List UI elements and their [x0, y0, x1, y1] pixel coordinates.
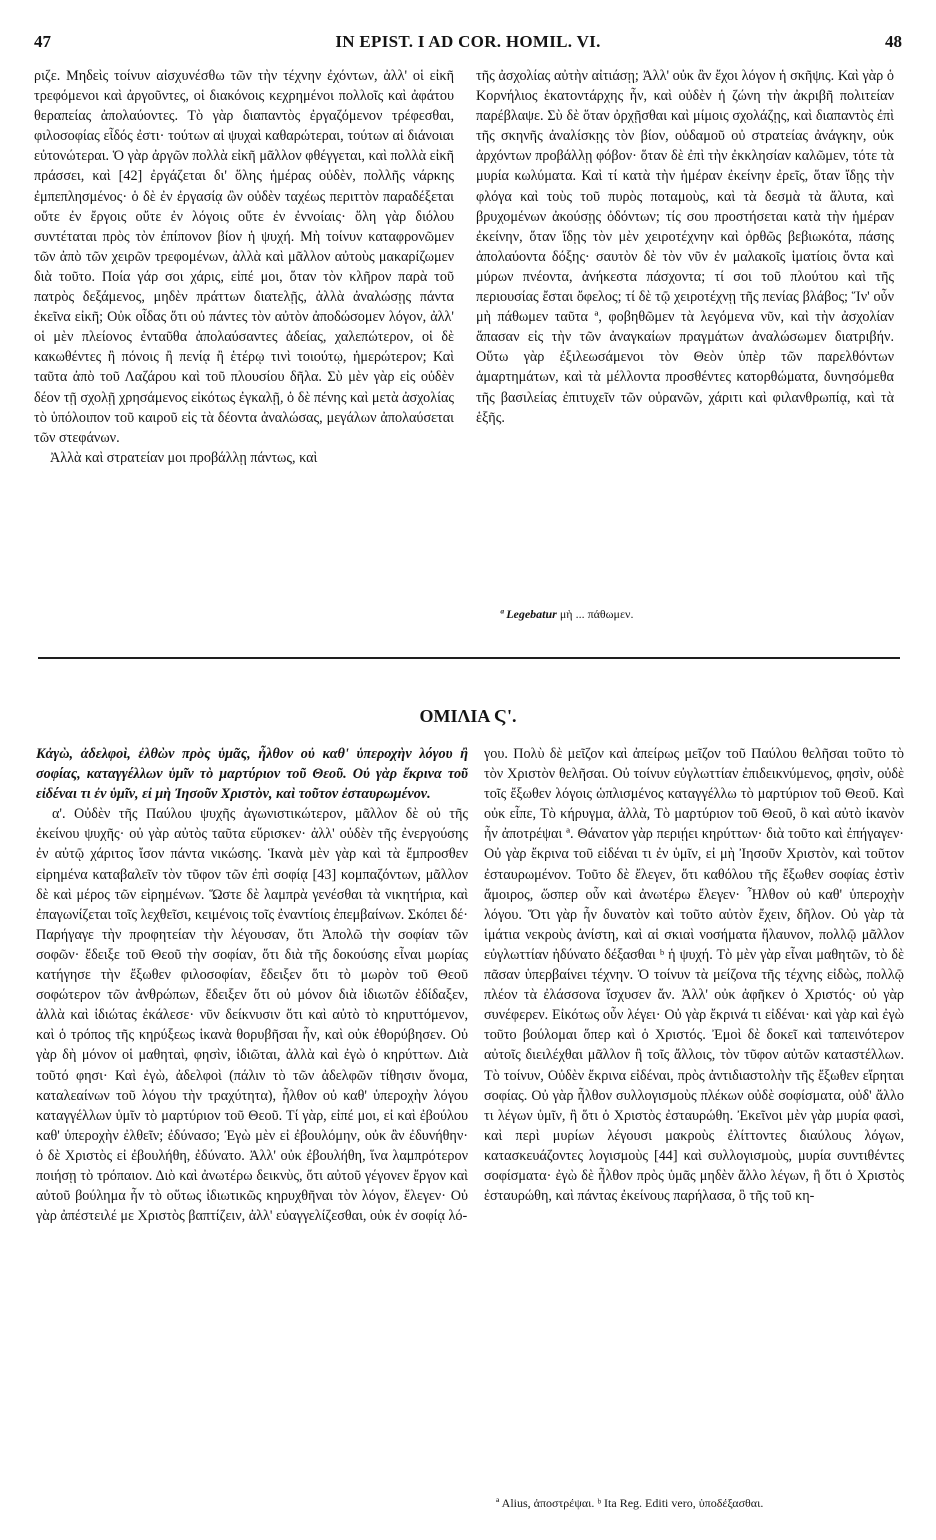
- section-divider: [38, 657, 900, 659]
- footnote-top: [500, 607, 633, 622]
- footnote-bottom: ª Alius, ἀποστρέψαι. ᵇ Ita Reg. Editi vero, ὑποδέξασθαι.: [496, 1496, 764, 1510]
- bottom-left-column: [36, 744, 468, 1492]
- bottom-right-column: [484, 744, 904, 1452]
- paragraph: Ἀλλὰ καὶ στρατείαν μοι προβάλλῃ πάντως, καὶ: [50, 449, 318, 466]
- footnote-label: ª Legebatur: [500, 607, 557, 621]
- left-page-number: 47: [34, 32, 51, 51]
- scripture-passage: Κἀγὼ, ἀδελφοὶ, ἐλθὼν πρὸς ὑμᾶς, ἦλθον οὐ καθ' ὑπεροχὴν λόγου ἢ σοφίας, καταγγέλλων ὑμῖν τὸ μαρτύριον τοῦ Θεοῦ. Οὐ γὰρ ἔκρινα τοῦ εἰδέναι τι ἐν ὑμῖν, εἰ μὴ Ἰησοῦν Χριστὸν, καὶ τοῦτον ἐσταυρωμένον.: [36, 746, 468, 803]
- footnote-text: μὴ ... πάθωμεν.: [556, 607, 634, 621]
- top-right-column: [476, 66, 894, 596]
- running-header: [34, 32, 902, 54]
- paragraph: τῆς ἀσχολίας αὐτὴν αἰτιάσῃ; Ἀλλ' οὐκ ἂν ἔχοι λόγον ἡ σκῆψις. Καὶ γὰρ ὁ Κορνήλιος ἑκατοντάρχης ἦν, καὶ οὐδὲν ἡ ζώνη τὴν ἀκριβῆ πολιτείαν παρέβλαψε. Σὺ δὲ ὅταν ὀρχῇσθαι καὶ μίμοις σχολάζῃς, καὶ διαπαντὸς ἐπὶ τῆς σκηνῆς ἀναλίσκῃς τὸν βίον, οὐδαμοῦ οὐ στρατείας ἀνάγκην, οὐκ ἀρχόντων προβάλλῃ φόβον· ὅταν δὲ ἐπὶ τὴν ἐκκλησίαν καλῶμεν, τότε τὰ μυρία κωλύματα. Καὶ τί κατὰ τὴν ἡμέραν ἐκείνην ἐρεῖς, ὅταν ἴδῃς τὴν φλόγα καὶ τοὺς τοῦ πυρὸς ποταμοὺς, καὶ τὰ δεσμὰ τὰ ἄλυτα, καὶ βρυχομένων ἀκούσῃς ὀδόντων; τίς σου προστήσεται κατὰ τὴν ἡμέραν ἐκείνην, ὅταν ἴδῃς τὸν μὲν χειροτέχνην καὶ ὀρθῶς βεβιωκότα, πάσης ἀπολαύοντα δόξης· σαυτὸν δὲ τὸν νῦν ἐν μαλακοῖς ἱματίοις ὄντα καὶ μύρων πνέοντα, ἀνήκεστα πάσχοντα; τί σοι τοῦ πλούτου καὶ τῆς περιουσίας ἔσται ὄφελος; τί δὲ τῷ χειροτέχνῃ τῆς πενίας βλάβος; Ἵν' οὖν μὴ πάθωμεν ταῦτα ª, φοβηθῶμεν τὰ λεγόμενα νῦν, καὶ τὴν ἀσχολίαν ἅπασαν εἰς τὴν τῶν ἀναγκαίων πραγμάτων ἀναλώσωμεν διατριβήν. Οὕτω γὰρ ἐξιλεωσάμενοι τὸν Θεὸν ὑπὲρ τῶν παρελθόντων ἁμαρτημάτων, καὶ τὰ μέλλοντα προσθέντες κατορθώματα, δυνησόμεθα τῆς βασιλείας ἐπιτυχεῖν τῶν οὐρανῶν, χάριτι καὶ φιλανθρωπίᾳ, καὶ τὰ ἑξῆς.: [476, 68, 894, 426]
- top-left-column: [34, 66, 454, 638]
- paragraph: α'. Οὐδὲν τῆς Παύλου ψυχῆς ἀγωνιστικώτερον, μᾶλλον δὲ οὐ τῆς ἐκείνου ψυχῆς· οὐ γὰρ αὐτὸς ταῦτα εὕρισκεν· ἀλλ' οὐδὲν τῆς ἐνεργούσης ἐν αὐτῷ χάριτος ἴσον πάντα νικώσης. Ἱκανὰ μὲν γὰρ καὶ τὰ ἔμπροσθεν εἰρημένα καταβαλεῖν τὸν τῦφον τῶν ἐπὶ σοφίᾳ [43] κομπαζόντων, μᾶλλον δὲ καὶ μέρος τῶν εἰρημένων. Ὥστε δὲ λαμπρὰ γενέσθαι τὰ νικητήρια, καὶ ἐπαγωνίζεται τοῖς λεχθεῖσι, κειμένοις τοῖς ἐναντίοις ἐπεμβαίνων. Σκόπει δέ· Παρήγαγε τὴν προφητείαν τὴν λέγουσαν, ὅτι Ἀπολῶ τὴν σοφίαν τῶν σοφῶν· ἔδειξε τοῦ Θεοῦ τὴν σοφίαν, ὅτι διὰ τῆς δοκούσης εἶναι μωρίας κατήγησε τὴν ἔξωθεν φιλοσοφίαν, ἔδειξεν ὅτι τὸ μωρὸν τοῦ Θεοῦ σοφώτερον τῶν ἀνθρώπων, ἔδειξεν ὅτι οὐ μόνον διὰ ἰδιωτῶν ἐδίδαξεν, ἀλλὰ καὶ ἰδιώτας ἐκάλεσε· νῦν δείκνυσιν ὅτι καὶ αὐτὸ τὸ κηρυττόμενον, καὶ ὁ τρόπος τῆς κηρύξεως ἱκανὰ θορυβῆσαι ἦν, καὶ οὐκ ἐθορύβησεν. Οὐ γὰρ δὴ μόνον οἱ μαθηταὶ, φησὶν, ἰδιῶται, ἀλλὰ καὶ ἐγὼ ὁ κηρύττων. Διὰ τοῦτό φησι· Καὶ ἐγὼ, ἀδελφοὶ (πάλιν τὸ τῶν ἀδελφῶν τίθησιν ὄνομα, καταλεαίνων τοῦ λόγου τὴν τραχύτητα), ἦλθον οὐ καθ' ὑπεροχὴν λόγου καταγγέλλων ὑμῖν τὸ μαρτύριον τοῦ Θεοῦ. Τί γὰρ, εἰπέ μοι, εἰ καὶ ἐβούλου καθ' ὑπεροχὴν ἐλθεῖν; ἐδύνασο; Ἐγὼ μὲν εἰ ἐβουλόμην, οὐκ ἂν ἐδυνήθην· ὁ δὲ Χριστὸς εἰ ἐβουλήθη, ἐδύνατο. Ἀλλ' οὐκ ἐβουλήθη, ἵνα λαμπρότερον ποιήσῃ τὸ τρόπαιον. Διὸ καὶ ἀνωτέρω δεικνὺς, ὅτι αὐτοῦ γέγονεν ἔργον καὶ αὐτοῦ βούλημα ἦν τὸ οὕτως ἰδιωτικῶς κηρυχθῆναι τὸν λόγον, ἔλεγεν· Οὐ γὰρ ἀπέστειλέ με Χριστὸς βαπτίζειν, ἀλλ' εὐαγγελίζεσθαι, οὐκ ἐν σοφίᾳ λό-: [36, 806, 468, 1225]
- paragraph: γου. Πολὺ δὲ μεῖζον καὶ ἀπείρως μεῖζον τοῦ Παύλου θελῆσαι τοῦτο τὸ τὸν Χριστὸν θελῆσαι. Οὐ τοίνυν εὐγλωττίαν ἐπιδεικνύμενος, φησὶν, οὐδὲ τοῖς ἔξωθεν λόγοις ὡπλισμένος καταγγέλλω τὸ μαρτύριον τοῦ Θεοῦ. Καὶ οὐκ εἶπε, Τὸ κήρυγμα, ἀλλὰ, Τὸ μαρτύριον τοῦ Θεοῦ, ὃ καὶ αὐτὸ ἱκανὸν ἦν ἀποτρέψαι ª. Θάνατον γὰρ περιῄει κηρύττων· διὰ τοῦτο καὶ ἐπήγαγεν· Οὐ γὰρ ἔκρινα τοῦ εἰδέναι τι ἐν ὑμῖν, εἰ μὴ Ἰησοῦν Χριστὸν, καὶ τοῦτον ἐσταυρωμένον. Τοῦτο δὲ ἔλεγεν, ὅτι καθόλου τῆς ἔξωθεν σοφίας ἐστὶν ἄμοιρος, ὥσπερ οὖν καὶ ἀνωτέρω ἔλεγεν· Ἦλθον οὐ καθ' ὑπεροχὴν λόγου. Ὅτι γὰρ ἦν δυνατὸν καὶ τοῦτο αὐτὸν ἔχειν, δῆλον. Οὐ γὰρ τὰ ἱμάτια νεκροὺς ἀνίστη, καὶ αἱ σκιαὶ νοσήματα ἤλαυνον, πολλῷ μᾶλλον εὐγλωττίαν ἠδύνατο δέξασθαι ᵇ ἡ ψυχή. Τὸ μὲν γὰρ εἶναι μαθητῶν, τὸ δὲ πᾶσαν ὑπερβαίνει τέχνην. Ὁ τοίνυν τὰ μείζονα τῆς τέχνης εἰδὼς, πολλῷ πλέον τὰ ἐλάσσονα ἴσχυσεν ἄν. Ἀλλ' οὐκ ἀφῆκεν ὁ Χριστός· οὐ γὰρ συνέφερεν. Εἰκότως οὖν λέγει· Οὐ γὰρ ἔκρινά τι εἰδέναι· καὶ γὰρ καὶ ἐγὼ τοῦτο βούλομαι ὅπερ καὶ ὁ Χριστός. Ἐμοὶ δὲ δοκεῖ καὶ ταπεινότερον αὐτοῖς διειλέχθαι μᾶλλον ἢ τοῖς ἄλλοις, τὸν τῦφον αὐτῶν καταστέλλων. Τὸ τοίνυν, Οὐδὲν ἔκρινα εἰδέναι, πρὸς ἀντιδιαστολὴν τῆς ἔξωθεν εἴρηται σοφίας. Οὐ γὰρ ἦλθον συλλογισμοὺς πλέκων οὐδὲ σοφίσματα, οὐδ' ἄλλο τι λέγων ὑμῖν, ἢ ὅτι ὁ Χριστὸς ἐσταυρώθη. Ἐκεῖνοι μὲν γὰρ μυρία φασὶ, καὶ περὶ μυρίων λέγουσι μακροὺς ἐλίττοντες διαύλους λόγων, κατασκευάζοντες λογισμοὺς [44] καὶ συλλογισμοὺς, μυρία συντιθέντες σοφίσματα· ἐγὼ δὲ ἦλθον πρὸς ὑμᾶς μηδὲν ἄλλο λέγων, ἢ ὅτι ὁ Χριστὸς ἐσταυρώθη, καὶ πάντας ἐκείνους παρήλασα, ὃ τῆς τοῦ κη-: [484, 746, 904, 1205]
- paragraph: ριζε. Μηδεὶς τοίνυν αἰσχυνέσθω τῶν τὴν τέχνην ἐχόντων, ἀλλ' οἱ εἰκῆ τρεφόμενοι καὶ ἀργοῦντες, οἱ διακόνοις κεχρημένοι πολλοῖς καὶ ἀφάτου θεραπείας ἀπολαύοντες. Τὸ γὰρ διαπαντὸς ἐργαζόμενον τρέφεσθαι, φιλοσοφίας εἶδός ἐστι· τούτων αἱ ψυχαὶ καθαρώτεραι, τούτων αἱ διάνοιαι εὐτονώτεραι. Ὁ γὰρ ἀργῶν πολλὰ εἰκῆ μᾶλλον φθέγγεται, καὶ πολλὰ εἰκῆ πράσσει, καὶ [42] ἐργάζεται δι' ὅλης ἡμέρας οὐδὲν, πολλῆς νάρκης ἐμπεπλησμένος· ὁ δὲ ἐν ἐργασίᾳ ὢν οὐδὲν ταχέως περιττὸν παραδέξεται οὔτε ἐν ἔργοις οὔτε ἐν λόγοις οὔτε ἐν ἐννοίαις· ὅλη γὰρ διόλου συντέταται πρὸς τὸν ἐπίπονον βίον ἡ ψυχή. Μὴ τοίνυν καταφρονῶμεν τῶν ἀπὸ τῶν χειρῶν τρεφομένων, ἀλλὰ καὶ μᾶλλον αὐτοὺς μακαρίζωμεν διὰ τοῦτο. Ποία γάρ σοι χάρις, εἰπέ μοι, ὅταν τὸν κλῆρον παρὰ τοῦ πατρὸς δεξάμενος, μηδὲν πράττων διατελῇς, ἀλλὰ ἀναλώσῃς πάντα ἐκεῖνα εἰκῆ; Οὐκ οἶδας ὅτι οὐ πάντες τὸν αὐτὸν ἀποδώσομεν λόγον, ἀλλ' οἱ μὲν πλείονος ἐνταῦθα ἀπολαύσαντες ἀδείας, χαλεπώτερον, οἱ δὲ κακωθέντες ἢ πόνοις ἢ πενίᾳ ἢ ἑτέρῳ τινὶ τοιούτῳ, ἡμερώτερον; Καὶ ταῦτα ἀπὸ τοῦ Λαζάρου καὶ τοῦ πλουσίου δῆλα. Σὺ μὲν γὰρ εἰς οὐδὲν δέον τῇ σχολῇ χρησάμενος εἰκότως ἐγκαλῇ, ὁ δὲ πένης καὶ μετὰ ἀσχολίας τὸ ὑπόλοιπον τοῦ καιροῦ εἰς τὰ δέοντα ἀναλώσας, μεγάλων ἀπολαύσεται τῶν στεφάνων.: [34, 68, 454, 446]
- homily-title: ΟΜΙΛΙΑ Ϛ'.: [419, 706, 517, 726]
- right-page-number: 48: [885, 32, 902, 51]
- running-title: IN EPIST. I AD COR. HOMIL. VI.: [335, 32, 601, 51]
